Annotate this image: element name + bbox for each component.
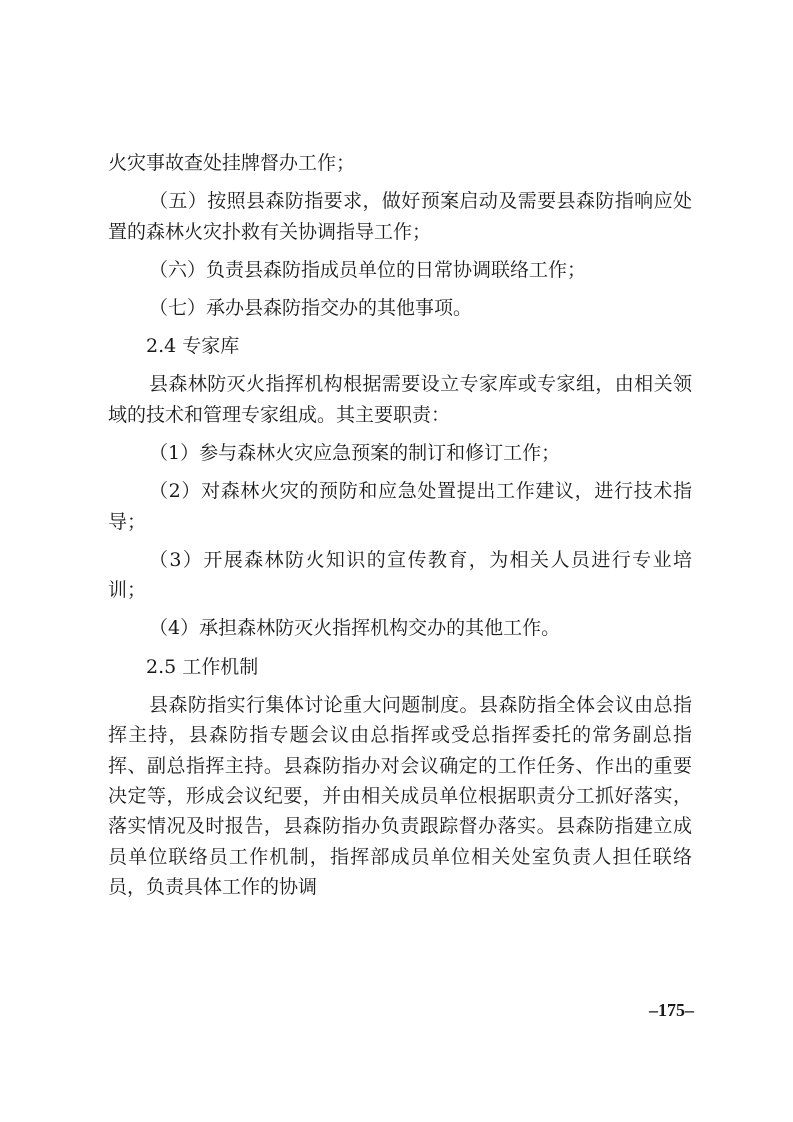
paragraph: （1）参与森林火灾应急预案的制订和修订工作； xyxy=(149,442,561,465)
body-text xyxy=(108,148,692,911)
paragraph: （4）承担森林防灭火指挥机构交办的其他工作。 xyxy=(149,617,561,640)
paragraph: （五）按照县森防指要求，做好预案启动及需要县森防指响应处置的森林火灾扑救有关协调指导工作； xyxy=(108,190,692,243)
section-heading-2-5: 2.5 工作机制 xyxy=(146,655,259,678)
paragraph: 县森林防灭火指挥机构根据需要设立专家库或专家组，由相关领域的技术和管理专家组成。其主要职责： xyxy=(108,373,692,426)
page-number: –175– xyxy=(649,1000,694,1020)
paragraph: （七）承办县森防指交办的其他事项。 xyxy=(149,297,473,320)
section-heading-2-4: 2.4 专家库 xyxy=(146,335,240,358)
paragraph: 火灾事故查处挂牌督办工作； xyxy=(108,152,356,174)
paragraph: 县森防指实行集体讨论重大问题制度。县森防指全体会议由总指挥主持，县森防指专题会议由总指挥或受总指挥委托的常务副总指挥、副总指挥主持。县森防指办对会议确定的工作任务、作出的重要决定等，形成会议纪要，并由相关成员单位根据职责分工抓好落实，落实情况及时报告，县森防指办负责跟踪督办落实。县森防指建立成员单位联络员工作机制，指挥部成员单位相关处室负责人担任联络员，负责具体工作的协调 xyxy=(108,693,692,899)
paragraph: （2）对森林火灾的预防和应急处置提出工作建议，进行技术指导； xyxy=(108,480,692,533)
paragraph: （3）开展森林防火知识的宣传教育，为相关人员进行专业培训； xyxy=(108,548,692,602)
paragraph: （六）负责县森防指成员单位的日常协调联络工作； xyxy=(149,258,587,281)
